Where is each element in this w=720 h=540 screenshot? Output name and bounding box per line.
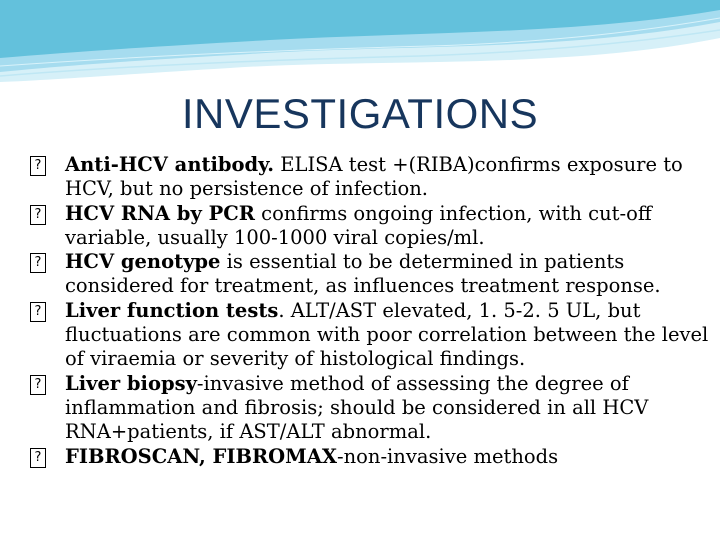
bullet-heading: Liver biopsy [65, 371, 197, 395]
bullet-list [30, 153, 710, 469]
slide-title: INVESTIGATIONS [181, 90, 539, 137]
bullet-item [30, 250, 710, 299]
bullet-marker-icon: ? [30, 375, 46, 395]
bullet-item [30, 153, 710, 202]
bullet-heading: HCV RNA by PCR [65, 201, 255, 225]
bullet-marker-icon: ? [30, 302, 46, 322]
bullet-item [30, 202, 710, 251]
bullet-item [30, 445, 710, 469]
bullet-heading: Liver function tests [65, 298, 279, 322]
bullet-text: is essential to be determined in patients considered for treatment, as influences treatment response. [65, 250, 661, 298]
bullet-text: confirms ongoing infection, with cut-off variable, usually 100-1000 viral copies/ml. [65, 201, 652, 249]
bullet-heading: FIBROSCAN, FIBROMAX [65, 444, 338, 468]
bullet-heading: HCV genotype [65, 250, 221, 274]
bullet-item [30, 299, 710, 372]
bullet-marker-icon: ? [30, 156, 46, 176]
bullet-marker-icon: ? [30, 448, 46, 468]
bullet-text: -invasive method of assessing the degree of inflammation and fibrosis; should be considered in all HCV RNA+patients, if AST/ALT abnormal. [65, 371, 649, 444]
bullet-item [30, 372, 710, 445]
bullet-text: -non-invasive methods [337, 444, 559, 468]
bullet-text: . ALT/AST elevated, 1. 5-2. 5 UL, but fluctuations are common with poor correlation between the level of viraemia or severity of histological findings. [65, 298, 709, 371]
bullet-marker-icon: ? [30, 205, 46, 225]
bullet-text: ELISA test +(RIBA)confirms exposure to HCV, but no persistence of infection. [65, 153, 683, 201]
bullet-marker-icon: ? [30, 253, 46, 273]
bullet-heading: Anti-HCV antibody. [65, 153, 275, 176]
